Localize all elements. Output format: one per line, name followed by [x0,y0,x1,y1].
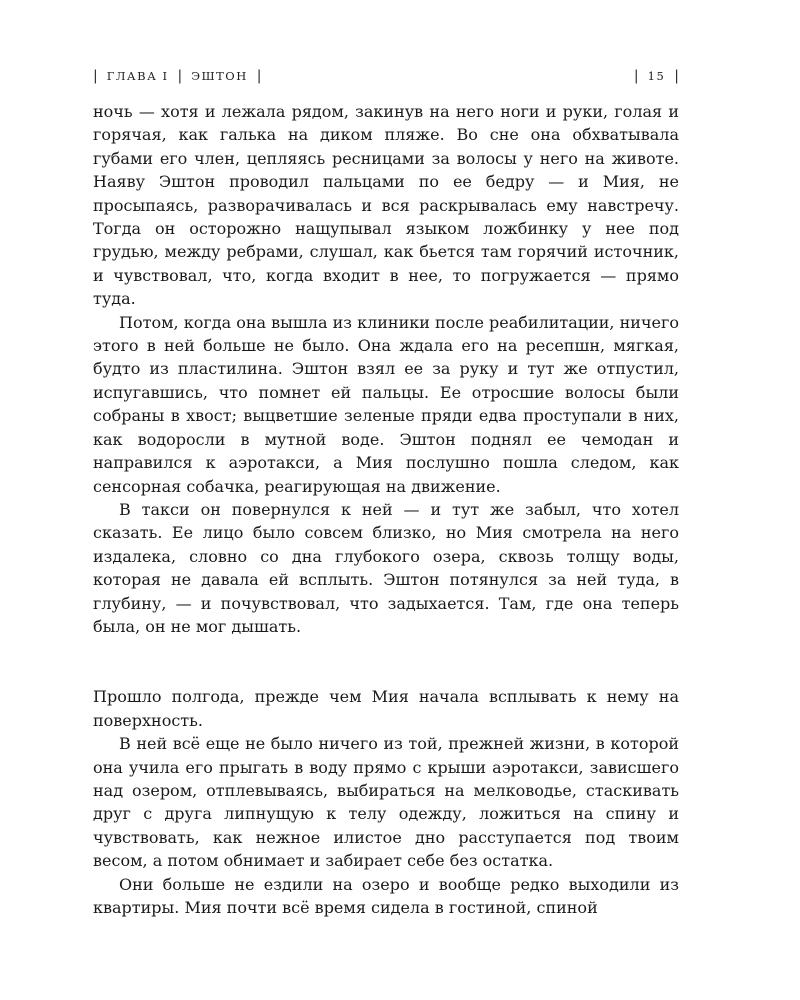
separator-bar: | [93,68,98,84]
running-head [93,66,679,86]
separator-bar: | [177,68,183,84]
paragraph-continued: ночь — хотя и лежала рядом, закинув на него ноги и руки, голая и горячая, как галька на диком пляже. Во сне она обхватывала губами его член, цепляясь ресницами за волосы у него на животе. Наяву Эштон проводил пальцами по ее бедру — и Мия, не просыпаясь, разворачивалась и вся раскрывалась ему навстречу. Тогда он осторожно нащупывал языком ложбинку у нее под грудью, между ребрами, слушал, как бьется там горячий источник, и чувствовал, что, когда входит в нее, то погружается — прямо туда. [93,102,679,309]
page-number: 15 [647,69,666,83]
paragraph: В такси он повернулся к ней — и тут же забыл, что хотел сказать. Ее лицо было совсем близко, но Мия смотрела на него издалека, словно со дна глубокого озера, сквозь толщу воды, которая не давала ей всплыть. Эштон потянулся за ней туда, в глубину, — и почувствовал, что задыхается. Там, где она теперь была, он не мог дышать. [93,499,679,636]
running-head-right [634,68,679,84]
separator-bar: | [674,68,679,84]
separator-bar: | [256,68,262,84]
section-break [93,638,679,685]
chapter-label: ГЛАВА I [106,69,169,83]
paragraph: Они больше не ездили на озеро и вообще редко выходили из квартиры. Мия почти всё время сидела в гостиной, спиной [93,874,679,917]
paragraph-section-start: Прошло полгода, прежде чем Мия начала всплывать к нему на поверхность. [93,687,679,730]
paragraph: Потом, когда она вышла из клиники после реабилитации, ничего этого в ней больше не было. Она ждала его на ресепшн, мягкая, будто из пластилина. Эштон взял ее за руку и тут же отпустил, испугавшись, что помнет ей пальцы. Ее отросшие волосы были собраны в хвост; выцветшие зеленые пряди едва проступали в них, как водоросли в мутной воде. Эштон поднял ее чемодан и направился к аэротакси, а Мия послушно пошла следом, как сенсорная собачка, реагирующая на движение. [93,312,679,496]
paragraph: В ней всё еще не было ничего из той, прежней жизни, в которой она учила его прыгать в воду прямо с крыши аэротакси, зависшего над озером, отплевываясь, выбираться на мелководье, стаскивать друг с друга липнущую к телу одежду, ложиться на спину и чувствовать, как нежное илистое дно расступается под твоим весом, а потом обнимает и забирает себе без остатка. [93,734,679,871]
character-name: ЭШТОН [191,69,248,83]
separator-bar: | [633,68,639,84]
body-text [93,100,679,919]
running-head-left [93,68,262,84]
